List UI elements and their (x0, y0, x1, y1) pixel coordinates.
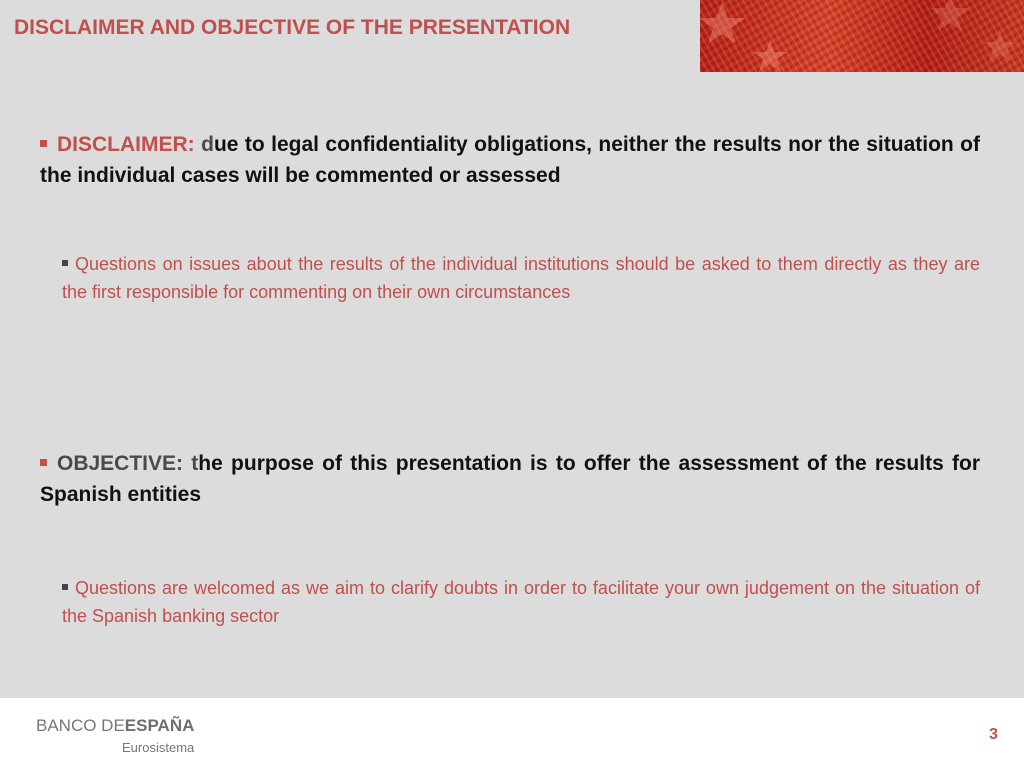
slide-footer (0, 698, 1024, 768)
disclaimer-sub-text: Questions on issues about the results of the individual institutions should be asked to them directly as they are the first responsible for commenting on their own circumstances (62, 254, 980, 302)
bullet-square-icon (40, 459, 47, 466)
header-banner-image (700, 0, 1024, 72)
disclaimer-label: DISCLAIMER: (57, 133, 195, 156)
objective-sub-bullet (62, 574, 980, 630)
disclaimer-bullet (40, 129, 980, 191)
logo-text-part2: ESPAÑA (124, 716, 195, 735)
objective-sub-text: Questions are welcomed as we aim to clarify doubts in order to facilitate your own judgement on the situation of the Spanish banking sector (62, 578, 980, 626)
bullet-square-icon (40, 140, 47, 147)
objective-label: OBJECTIVE: (57, 452, 184, 475)
disclaimer-text: ue to legal confidentiality obligations, neither the results nor the situation of the individual cases will be commented or assessed (40, 133, 980, 187)
disclaimer-sub-bullet (62, 250, 980, 306)
disclaimer-label-rest: d (194, 133, 214, 156)
sub-bullet-square-icon (62, 260, 68, 266)
banco-de-espana-logo (36, 716, 195, 755)
objective-bullet (40, 448, 980, 510)
logo-subtitle: Eurosistema (122, 740, 195, 755)
page-number: 3 (989, 726, 998, 743)
logo-text-part1: BANCO DE (36, 716, 125, 735)
sub-bullet-square-icon (62, 584, 68, 590)
slide-title: DISCLAIMER AND OBJECTIVE OF THE PRESENTATION (14, 16, 571, 39)
star-pattern-graphic (700, 0, 1024, 72)
objective-label-rest: t (183, 452, 199, 475)
objective-text: he purpose of this presentation is to offer the assessment of the results for Spanish entities (40, 452, 980, 506)
